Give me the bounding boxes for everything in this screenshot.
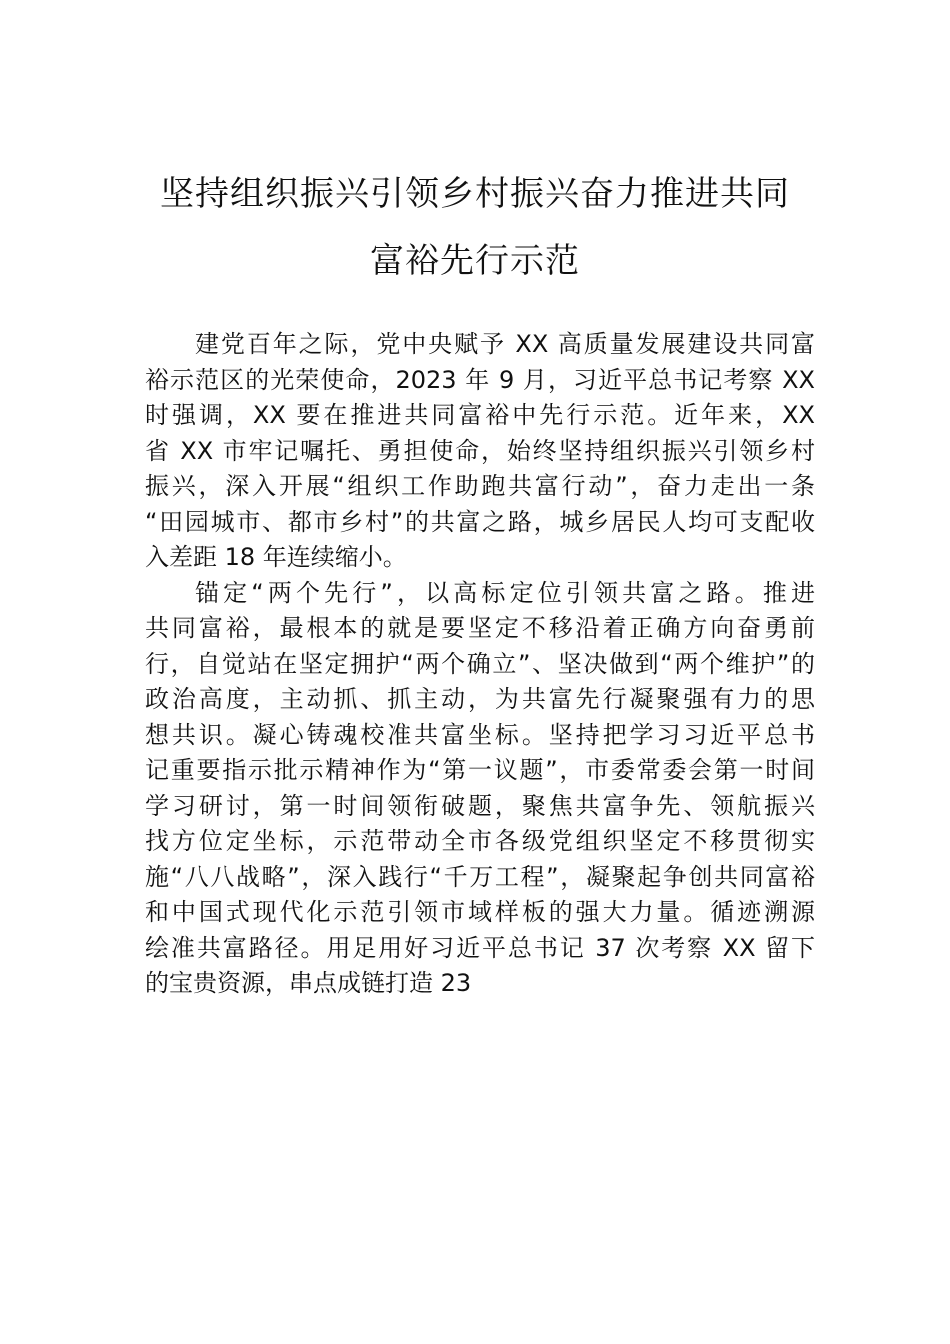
paragraph-2-line-4: 政治高度，主动抓、抓主动，为共富先行凝聚强有力的思 [145, 685, 815, 713]
paragraph-2-line-3: 行，自觉站在坚定拥护“两个确立”、坚决做到“两个维护”的 [145, 649, 815, 678]
paragraph-2-line-7: 学习研讨，第一时间领衔破题，聚焦共富争先、领航振兴 [145, 791, 815, 820]
paragraph-1-line-6: “田园城市、都市乡村”的共富之路，城乡居民人均可支配收 [145, 507, 815, 536]
paragraph-2-line-5: 想共识。凝心铸魂校准共富坐标。坚持把学习习近平总书 [145, 720, 815, 749]
paragraph-2-line-9: 施“八八战略”，深入践行“千万工程”，凝聚起争创共同富裕 [145, 862, 815, 891]
paragraph-1-line-3: 时强调，XX 要在推进共同富裕中先行示范。近年来，XX [145, 401, 815, 429]
paragraph-1-line-4: 省 XX 市牢记嘱托、勇担使命，始终坚持组织振兴引领乡村 [145, 436, 815, 465]
paragraph-1-line-2: 裕示范区的光荣使命，2023 年 9 月，习近平总书记考察 XX [145, 365, 815, 394]
paragraph-1-line-5: 振兴，深入开展“组织工作助跑共富行动”，奋力走出一条 [145, 472, 815, 500]
document-body [145, 327, 815, 1002]
paragraph-2-line-6: 记重要指示批示精神作为“第一议题”，市委常委会第一时间 [145, 756, 815, 784]
document-title-line-2: 富裕先行示范 [370, 241, 580, 281]
paragraph-1-line-7: 入差距 18 年连续缩小。 [145, 543, 407, 571]
paragraph-2-line-2: 共同富裕，最根本的就是要坚定不移沿着正确方向奋勇前 [145, 614, 815, 642]
paragraph-2-line-10: 和中国式现代化示范引领市域样板的强大力量。循迹溯源 [145, 898, 815, 926]
paragraph-2-line-12: 的宝贵资源，串点成链打造 23 [145, 969, 472, 997]
paragraph-2-line-11: 绘准共富路径。用足用好习近平总书记 37 次考察 XX 留下 [145, 933, 815, 962]
paragraph-1-line-1: 建党百年之际，党中央赋予 XX 高质量发展建设共同富 [195, 330, 815, 358]
document-title-line-1: 坚持组织振兴引领乡村振兴奋力推进共同 [160, 174, 790, 214]
paragraph-2-line-1: 锚定“两个先行”，以高标定位引领共富之路。推进 [195, 578, 815, 607]
paragraph-2-line-8: 找方位定坐标，示范带动全市各级党组织坚定不移贯彻实 [145, 827, 815, 855]
